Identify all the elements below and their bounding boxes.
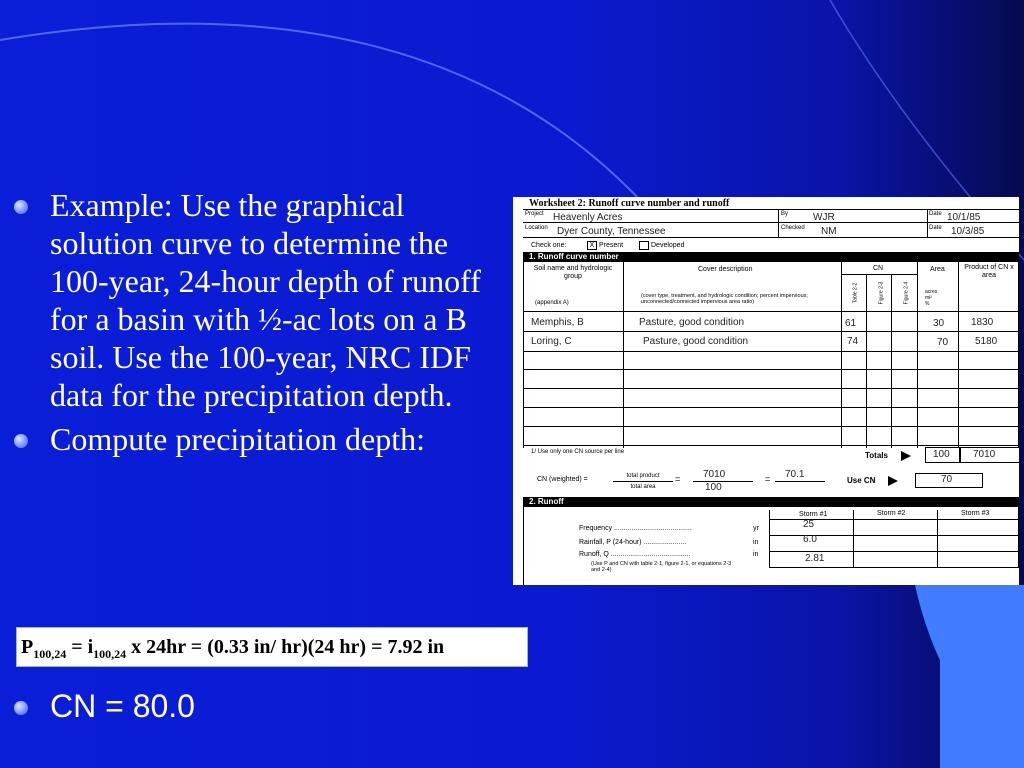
cn-denominator: 100 — [705, 482, 722, 493]
date2-value: 10/3/85 — [951, 226, 985, 237]
row1-cn: 61 — [845, 318, 857, 329]
bullet-cn — [14, 687, 195, 725]
present-checkbox: X — [587, 241, 597, 250]
bullet-icon — [14, 200, 28, 214]
slide-text — [14, 186, 509, 458]
storm1-header: Storm #1 — [799, 511, 828, 518]
total-area: 100 — [933, 449, 950, 460]
developed-checkbox — [639, 241, 649, 250]
rainfall-value: 6.0 — [803, 534, 817, 545]
worksheet-2: Worksheet 2: Runoff curve number and runoff Project Heavenly Acres By WJR Date 10/1/85 Location Dyer County, Tennessee Checked NM Date 10/3/85 Check one: X Present Developed 1. Runoff curve number Soil name and hydrologic group (appendix A) Cover description (cover type, treatment, and hydrologic condition; percent impervious; unconnected/connected impervious area ratio) CN Table 2-2 Figure 2-3 Figure 2-4 Area acres mi² % Product of CN x area Memphis, B Pasture, good condition 61 30 1830 Loring, C Pasture, good condition 74 70 5180 1/ Use only one CN source per line Totals 100 7010 CN (weighted) = total product total area = 7010 100 = 70.1 Use CN 70 2. Runoff Storm #1 Storm #2 Storm #3 Frequency ........................................ yr 25 Rainfall, P (24-hour) ...................... in 6.0 Runoff, Q ......................................... in 2.81 (Use P and CN with table 2-1, figure 2-1, or equations 2-3 and 2-4) — [513, 197, 1019, 585]
bullet-compute — [14, 420, 509, 458]
bullet-text: CN = 80.0 — [50, 688, 195, 724]
bullet-text: Compute precipitation depth: — [50, 421, 426, 457]
total-product: 7010 — [973, 449, 996, 460]
row1-cover: Pasture, good condition — [639, 317, 745, 328]
location-value: Dyer County, Tennessee — [557, 226, 666, 237]
row1-product: 1830 — [971, 317, 994, 328]
section-runoff-curve-number: 1. Runoff curve number — [523, 252, 1019, 262]
checked-value: NM — [821, 226, 837, 237]
row1-area: 30 — [933, 318, 945, 329]
storm3-header: Storm #3 — [961, 510, 990, 517]
runoff-value: 2.81 — [805, 553, 825, 564]
by-value: WJR — [813, 212, 835, 223]
use-cn-value: 70 — [941, 474, 953, 485]
bullet-icon — [14, 434, 28, 448]
decorative-arc — [0, 24, 640, 200]
col-area-header: Area — [930, 266, 945, 273]
worksheet-title: Worksheet 2: Runoff curve number and runoff — [529, 198, 730, 209]
row1-soil: Memphis, B — [531, 317, 584, 328]
col-product-header: Product of CN x area — [964, 264, 1014, 279]
row2-cover: Pasture, good condition — [643, 336, 749, 347]
row2-soil: Loring, C — [531, 336, 572, 347]
bullet-icon — [14, 701, 28, 715]
date1-value: 10/1/85 — [947, 212, 981, 223]
row2-area: 70 — [937, 337, 949, 348]
arrow-icon — [888, 476, 898, 486]
row2-cn: 74 — [847, 336, 859, 347]
storm2-header: Storm #2 — [877, 510, 906, 517]
col-cover-header: Cover description — [698, 266, 753, 273]
section-runoff: 2. Runoff — [523, 497, 1019, 507]
row2-product: 5180 — [975, 336, 998, 347]
col-soil-header: Soil name and hydrologic group — [533, 265, 613, 280]
frequency-value: 25 — [803, 519, 815, 530]
decorative-corner-block — [940, 585, 1024, 768]
bullet-example — [14, 186, 509, 414]
bullet-text: Example: Use the graphical solution curve to determine the 100-year, 24-hour depth of runoff for a basin with ½-ac lots on a B soil. Use the 100-year, NRC IDF data for the precipitation depth. — [50, 187, 481, 413]
col-cn-header: CN — [873, 265, 884, 272]
precipitation-equation: $P_{100,24} = i_{100,24}$ x 24hr = (0.33 in/ hr)(24 hr) = 7.92 in — [16, 627, 528, 667]
cn-result: 70.1 — [785, 469, 805, 480]
project-value: Heavenly Acres — [553, 212, 623, 223]
cn-numerator: 7010 — [703, 469, 726, 480]
cn-footnote: 1/ Use only one CN source per line — [531, 449, 625, 455]
arrow-icon — [901, 451, 911, 461]
